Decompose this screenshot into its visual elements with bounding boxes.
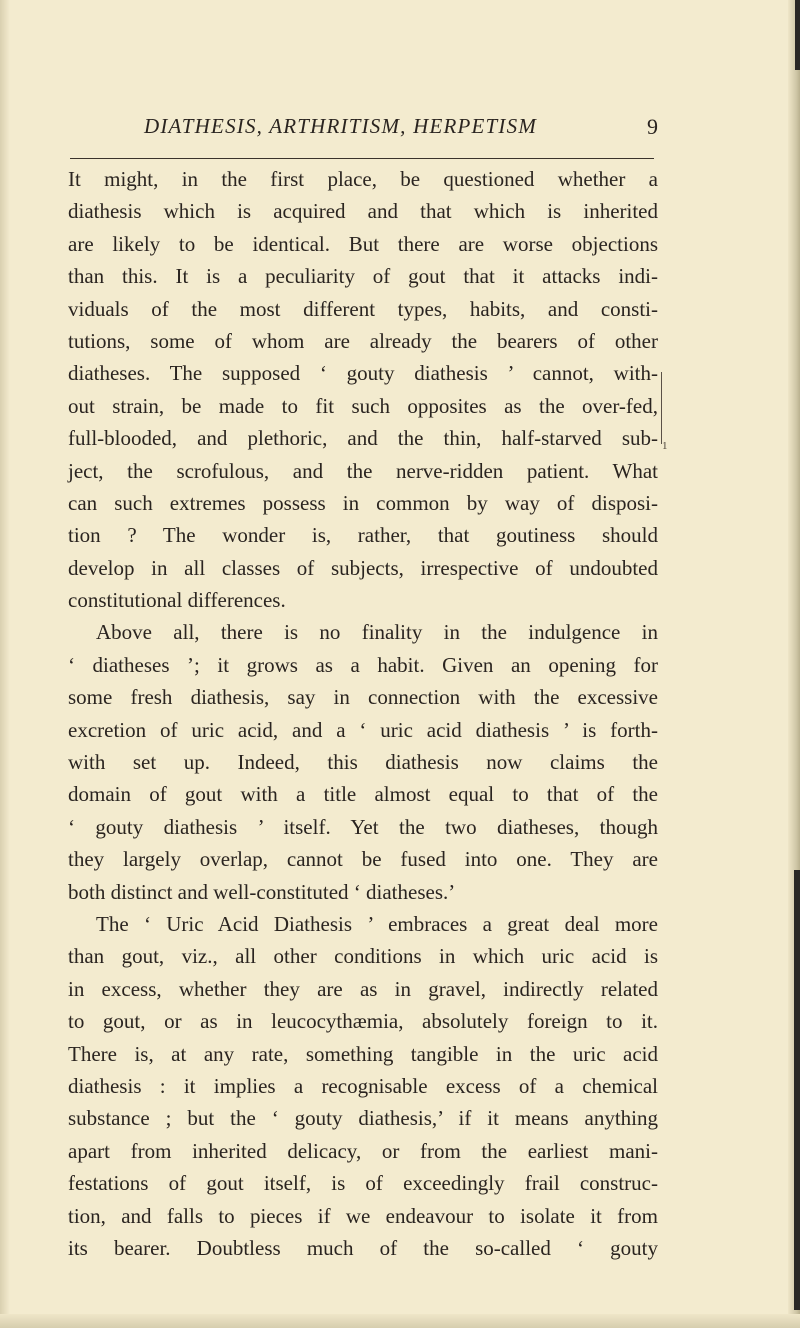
text-line: domain of gout with a title almost equal to that of the (68, 782, 658, 807)
page-edge-bottom (0, 1314, 800, 1328)
text-line: in excess, whether they are as in gravel, indirectly related (68, 976, 658, 1001)
text-line: substance ; but the ‘ gouty diathesis,’ if it means anything (68, 1106, 658, 1131)
marginal-note: 1 (662, 440, 668, 452)
text-line: tutions, some of whom are already the bearers of other (68, 328, 658, 353)
text-line: diathesis which is acquired and that which is inherited (68, 199, 658, 224)
body-text (68, 163, 658, 1264)
text-line: with set up. Indeed, this diathesis now claims the (68, 750, 658, 775)
text-line: excretion of uric acid, and a ‘ uric acid diathesis ’ is forth- (68, 717, 658, 742)
text-line: full-blooded, and plethoric, and the thin, half-starved sub- (68, 426, 658, 451)
paragraph-start: Above all, there is no finality in the indulgence in (96, 620, 658, 645)
page-edge-left (0, 0, 10, 1328)
page-header (68, 114, 658, 144)
text-line: viduals of the most different types, habits, and consti- (68, 296, 658, 321)
text-line: ‘ diatheses ’; it grows as a habit. Given an opening for (68, 652, 658, 677)
text-line: its bearer. Doubtless much of the so-called ‘ gouty (68, 1235, 658, 1260)
text-line: diathesis : it implies a recognisable excess of a chemical (68, 1073, 658, 1098)
text-line: There is, at any rate, something tangible in the uric acid (68, 1041, 658, 1066)
text-line: both distinct and well-constituted ‘ diatheses.’ (68, 879, 456, 904)
page-edge-shadow-top (795, 0, 800, 70)
text-line: tion ? The wonder is, rather, that goutiness should (68, 523, 658, 548)
text-line: they largely overlap, cannot be fused into one. They are (68, 847, 658, 872)
text-line: It might, in the first place, be questioned whether a (68, 167, 658, 191)
text-line: some fresh diathesis, say in connection with the excessive (68, 685, 658, 710)
text-line: ‘ gouty diathesis ’ itself. Yet the two diatheses, though (68, 814, 658, 839)
text-line: develop in all classes of subjects, irrespective of undoubted (68, 555, 658, 580)
text-line: diatheses. The supposed ‘ gouty diathesis ’ cannot, with- (68, 361, 658, 386)
text-line: than this. It is a peculiarity of gout that it attacks indi- (68, 264, 658, 289)
text-line: festations of gout itself, is of exceedingly frail construc- (68, 1171, 658, 1196)
text-line: apart from inherited delicacy, or from the earliest mani- (68, 1138, 658, 1163)
text-line: to gout, or as in leucocythæmia, absolutely foreign to it. (68, 1009, 658, 1034)
text-line: than gout, viz., all other conditions in which uric acid is (68, 944, 658, 969)
running-head: DIATHESIS, ARTHRITISM, HERPETISM (144, 114, 538, 138)
text-line: tion, and falls to pieces if we endeavour to isolate it from (68, 1203, 658, 1228)
page-edge-shadow (794, 870, 800, 1310)
text-line: are likely to be identical. But there are worse objections (68, 231, 658, 256)
marginal-bracket (661, 372, 668, 444)
page-number: 9 (647, 114, 658, 139)
text-line: can such extremes possess in common by way of disposi- (68, 490, 658, 515)
paragraph-start: The ‘ Uric Acid Diathesis ’ embraces a great deal more (96, 911, 658, 936)
header-rule (70, 158, 654, 159)
text-line: out strain, be made to fit such opposites as the over-fed, (68, 393, 658, 418)
text-line: constitutional differences. (68, 588, 286, 613)
text-line: ject, the scrofulous, and the nerve-ridden patient. What (68, 458, 658, 483)
